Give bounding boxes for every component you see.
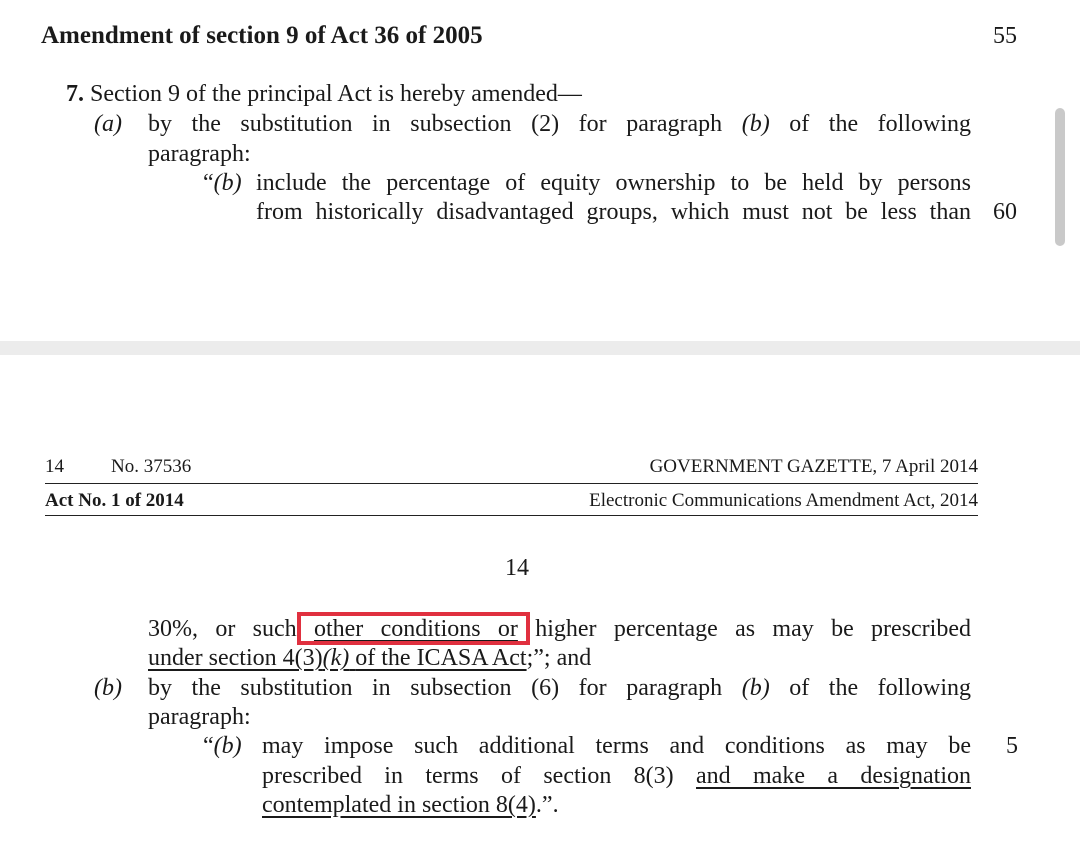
para-b-line2: paragraph:	[148, 704, 251, 730]
para-a-line2: paragraph:	[148, 141, 251, 167]
section-7-intro	[66, 81, 582, 108]
header-page-number: 14	[45, 456, 64, 477]
line-number-55: 55	[993, 23, 1017, 49]
para-a-text: by the substitution in subsection (2) for paragraph	[148, 111, 723, 137]
page-divider	[0, 341, 1080, 355]
scrollbar-thumb[interactable]	[1055, 108, 1065, 246]
quote-b-line1: include the percentage of equity ownership to be held by persons	[256, 170, 971, 196]
center-page-number: 14	[505, 555, 529, 581]
section-heading: Amendment of section 9 of Act 36 of 2005	[41, 22, 483, 49]
continuation-line2	[148, 645, 591, 672]
header-gazette-title: GOVERNMENT GAZETTE, 7 April 2014	[649, 456, 978, 477]
quote-b-line2: from historically disadvantaged groups, which must not be less than	[256, 199, 971, 225]
continuation-text: 30%, or such	[148, 616, 297, 642]
quote-b2-label	[203, 733, 242, 760]
header-rule-top	[45, 483, 978, 484]
para-b-label: (b)	[94, 675, 122, 701]
quote-b2-line1: may impose such additional terms and conditions as may be	[262, 733, 971, 759]
underlined-designation: and make a designation	[696, 763, 971, 789]
quote-b-letter: (b)	[213, 170, 242, 196]
para-a-text-post: of the following	[789, 111, 972, 137]
open-quote: “	[203, 733, 214, 759]
para-a-line1	[148, 111, 971, 138]
continuation-text-post: higher percentage as may be prescribed	[535, 616, 971, 642]
line-number-5: 5	[1006, 733, 1018, 759]
para-b-text: by the substitution in subsection (6) for paragraph	[148, 675, 723, 701]
open-quote: “	[203, 170, 214, 196]
closing-quote: .”.	[535, 792, 559, 818]
para-a-ref: (b)	[741, 111, 770, 137]
para-b-line1	[148, 675, 971, 702]
quote-b2-letter: (b)	[213, 733, 242, 759]
section-intro-text: Section 9 of the principal Act is hereby amended—	[90, 81, 582, 107]
quote-b2-text: prescribed in terms of section 8(3)	[262, 763, 674, 789]
header-rule-bottom	[45, 515, 978, 516]
quote-b2-line3	[262, 792, 559, 819]
line-number-60: 60	[993, 199, 1017, 225]
underlined-section-ref: under section 4(3)	[148, 645, 323, 671]
highlight-box	[297, 612, 530, 645]
underlined-contemplated: contemplated in section 8(4)	[262, 792, 536, 818]
quote-b-label	[203, 170, 242, 197]
continuation-line1	[148, 616, 971, 643]
highlighted-text: other conditions or	[313, 616, 518, 642]
para-a-label: (a)	[94, 111, 122, 137]
header-act-title: Electronic Communications Amendment Act, 2014	[589, 490, 978, 511]
continuation-tail: ;”; and	[526, 645, 592, 671]
header-act-number: Act No. 1 of 2014	[45, 490, 184, 511]
underlined-act-ref: of the ICASA Act	[355, 645, 527, 671]
section-number: 7.	[66, 81, 84, 107]
para-b-text-post: of the following	[789, 675, 972, 701]
header-gazette-number: No. 37536	[111, 456, 192, 477]
para-b-ref: (b)	[741, 675, 770, 701]
underlined-sub-ref: (k)	[322, 645, 350, 671]
quote-b2-line2	[262, 763, 971, 790]
